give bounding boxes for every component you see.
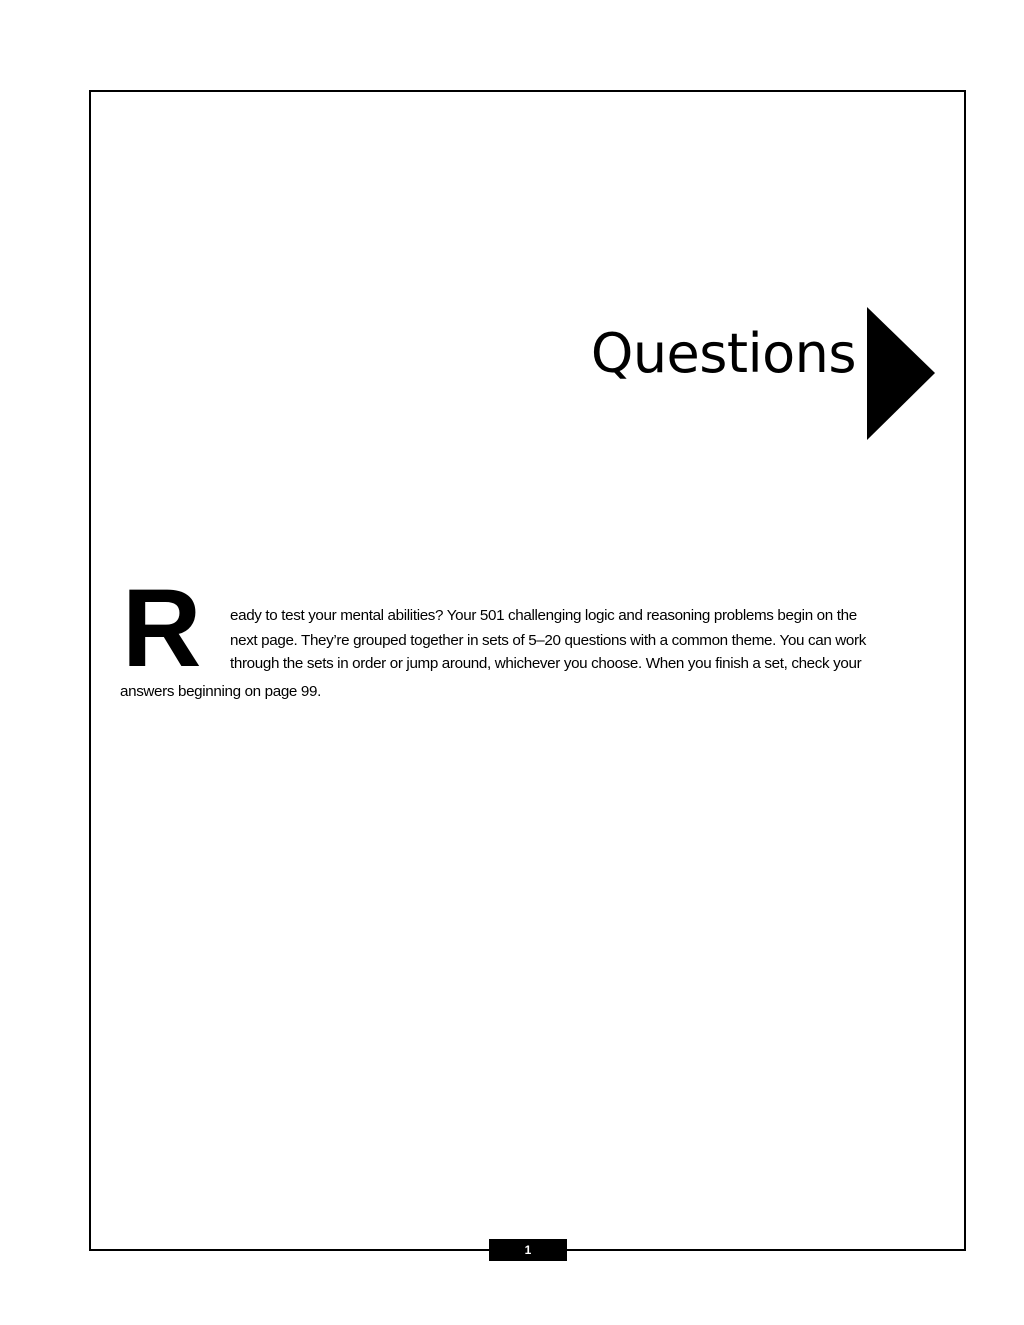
intro-line: through the sets in order or jump around, whichever you choose. When you finish a set, check your: [230, 655, 862, 672]
chapter-title: Questions: [590, 322, 856, 385]
right-triangle-arrow-icon: [867, 307, 935, 440]
page-number: 1: [489, 1239, 567, 1261]
drop-cap: R: [122, 567, 202, 690]
intro-line: next page. They’re grouped together in sets of 5–20 questions with a common theme. You can work: [230, 632, 866, 649]
intro-line: eady to test your mental abilities? Your 501 challenging logic and reasoning problems begin on the: [230, 607, 857, 624]
intro-line: answers beginning on page 99.: [120, 683, 321, 700]
